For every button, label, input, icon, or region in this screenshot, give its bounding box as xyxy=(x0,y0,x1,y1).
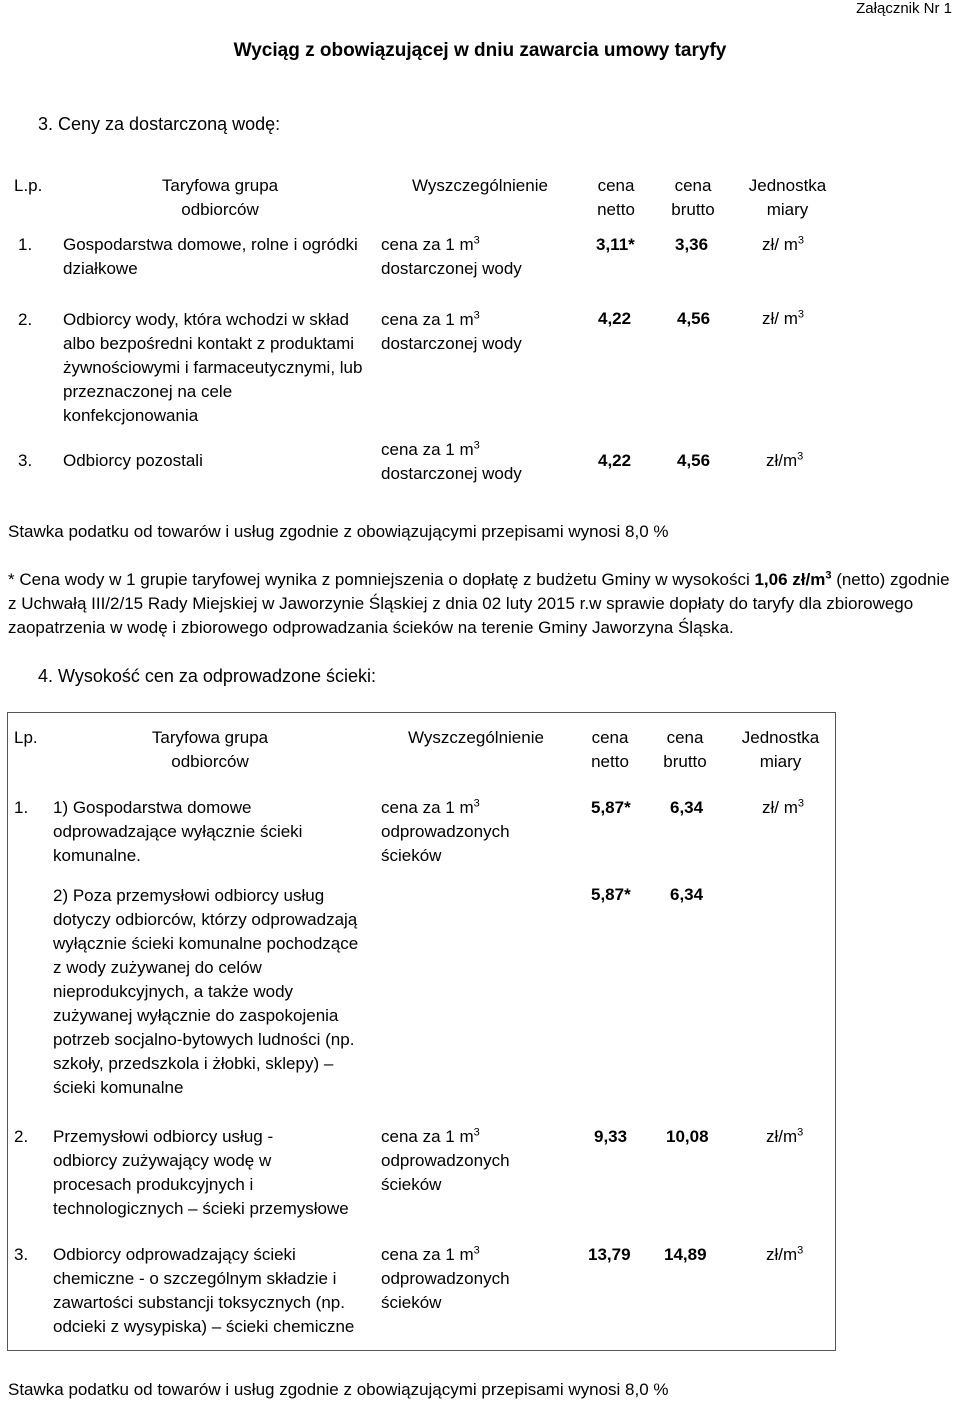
col-brutto-header-line2: brutto xyxy=(663,752,707,771)
price-netto: 3,11* xyxy=(596,235,635,254)
price-netto: 4,22 xyxy=(598,309,632,328)
col-netto-header-line1: cena xyxy=(597,176,635,195)
spec-sup: 3 xyxy=(473,1126,480,1139)
table-row-group xyxy=(53,796,302,868)
group-line: 2) Poza przemysłowi odbiorcy usług xyxy=(53,886,325,905)
spec-text: dostarczonej wody xyxy=(381,334,522,353)
unit xyxy=(762,798,804,818)
group-line: zużywanej wyłącznie do zaspokojenia xyxy=(53,1006,339,1025)
footnote-sup: 3 xyxy=(825,569,832,582)
vat-note: Stawka podatku od towarów i usług zgodnie z obowiązującymi przepisami wynosi 8,0 % xyxy=(8,1380,669,1399)
group-line: komunalne. xyxy=(53,846,141,865)
col-lp-header: L.p. xyxy=(14,176,43,195)
table-row-lp: 2. xyxy=(14,1127,29,1146)
table-row-lp: 3. xyxy=(14,1245,29,1264)
group-line: ścieki komunalne xyxy=(53,1078,184,1097)
spec-text: cena za 1 m xyxy=(381,235,474,254)
group-line: nieprodukcyjnych, a także wody xyxy=(53,982,294,1001)
unit-text: zł/ m xyxy=(762,235,798,254)
footnote-text: (netto) zgodnie z Uchwałą III/2/15 Rady Miejskiej w Jaworzynie Śląskiej z dnia 02 luty 2015 r.w sprawie dopłaty do taryfy dla zbiorowego zaopatrzenia w wodę i zbiorowego odprowadzania ścieków na terenie Gminy Jaworzyna Śląska. xyxy=(8,570,950,637)
unit xyxy=(766,1245,803,1265)
col-unit-header xyxy=(733,726,828,774)
table-row-group xyxy=(53,1125,349,1221)
spec-text: odprowadzonych xyxy=(381,1151,510,1170)
price-brutto: 10,08 xyxy=(666,1127,709,1146)
col-netto-header-line2: netto xyxy=(597,200,635,219)
spec-text: cena za 1 m xyxy=(381,310,474,329)
group-line: wyłącznie ścieki komunalne pochodzące xyxy=(53,934,359,953)
table-row-spec xyxy=(381,796,510,868)
footnote xyxy=(8,568,958,640)
group-line: Gospodarstwa domowe, rolne i ogródki xyxy=(63,235,358,254)
col-brutto-header xyxy=(655,726,715,774)
col-netto-header xyxy=(586,174,646,222)
spec-text: ścieków xyxy=(381,846,442,865)
unit-sup: 3 xyxy=(797,234,805,247)
group-line: szkoły, przedszkola i żłobki, sklepy) – xyxy=(53,1054,334,1073)
price-netto: 5,87* xyxy=(591,798,631,817)
col-unit-header-line1: Jednostka xyxy=(748,176,827,195)
col-brutto-header xyxy=(663,174,723,222)
attachment-label: Załącznik Nr 1 xyxy=(856,0,952,17)
price-brutto: 14,89 xyxy=(664,1245,707,1264)
group-line: z wody zużywanej do celów xyxy=(53,958,262,977)
spec-sup: 3 xyxy=(473,234,480,247)
unit-text: zł/m xyxy=(766,1245,798,1264)
group-line: odbiorcy zużywający wodę w xyxy=(53,1151,272,1170)
price-netto: 13,79 xyxy=(588,1245,631,1264)
spec-text: odprowadzonych xyxy=(381,822,510,841)
price-netto: 4,22 xyxy=(598,451,632,470)
table-row-lp: 3. xyxy=(18,451,33,470)
table-row-group xyxy=(53,884,358,1100)
section-4-heading: 4. Wysokość cen za odprowadzone ścieki: xyxy=(38,666,377,686)
col-group-header-line1: Taryfowa grupa xyxy=(161,176,279,195)
table-row-group xyxy=(63,449,203,473)
price-netto: 9,33 xyxy=(594,1127,628,1146)
price-netto: 5,87* xyxy=(591,885,631,904)
vat-note: Stawka podatku od towarów i usług zgodnie z obowiązującymi przepisami wynosi 8,0 % xyxy=(8,522,669,541)
col-group-header xyxy=(110,726,310,774)
group-line: Odbiorcy wody, która wchodzi w skład xyxy=(63,310,349,329)
spec-text: cena za 1 m xyxy=(381,798,474,817)
col-spec-header: Wyszczególnienie xyxy=(412,176,548,195)
group-line: 1) Gospodarstwa domowe xyxy=(53,798,252,817)
spec-sup: 3 xyxy=(473,309,480,322)
col-unit-header xyxy=(740,174,835,222)
price-brutto: 6,34 xyxy=(670,885,704,904)
table-row-group xyxy=(63,233,358,281)
table-row-spec xyxy=(381,233,522,281)
group-line: odcieki z wysypiska) – ścieki chemiczne xyxy=(53,1317,355,1336)
col-netto-header-line1: cena xyxy=(591,728,629,747)
table-row-group xyxy=(53,1243,354,1339)
table-right-border xyxy=(835,712,836,1351)
unit xyxy=(762,235,804,255)
col-brutto-header-line1: cena xyxy=(674,176,712,195)
price-brutto: 4,56 xyxy=(677,309,711,328)
table-row-spec xyxy=(381,1125,510,1197)
table-row-lp: 1. xyxy=(14,798,29,817)
col-group-header-line2: odbiorców xyxy=(181,200,259,219)
group-line: Przemysłowi odbiorcy usług - xyxy=(53,1127,274,1146)
spec-sup: 3 xyxy=(473,439,480,452)
col-netto-header-line2: netto xyxy=(591,752,629,771)
spec-text: ścieków xyxy=(381,1293,442,1312)
table-row-spec xyxy=(381,438,522,486)
footnote-text: * Cena wody w 1 grupie taryfowej wynika z pomniejszenia o dopłatę z budżetu Gminy w wysokości xyxy=(8,570,755,589)
unit-sup: 3 xyxy=(797,1244,804,1257)
document-title: Wyciąg z obowiązującej w dniu zawarcia umowy taryfy xyxy=(233,40,727,61)
group-line: konfekcjonowania xyxy=(63,406,199,425)
table-row-spec xyxy=(381,308,522,356)
unit-text: zł/m xyxy=(766,1127,798,1146)
col-brutto-header-line1: cena xyxy=(666,728,704,747)
group-line: procesach produkcyjnych i xyxy=(53,1175,254,1194)
group-line: Odbiorcy pozostali xyxy=(63,451,203,470)
group-line: dotyczy odbiorców, którzy odprowadzają xyxy=(53,910,358,929)
group-line: zawartości substancji toksycznych (np. xyxy=(53,1293,345,1312)
col-group-header-line2: odbiorców xyxy=(171,752,249,771)
spec-text: cena za 1 m xyxy=(381,440,474,459)
spec-text: cena za 1 m xyxy=(381,1127,474,1146)
spec-sup: 3 xyxy=(473,797,480,810)
group-line: albo bezpośredni kontakt z produktami xyxy=(63,334,355,353)
spec-text: ścieków xyxy=(381,1175,442,1194)
col-spec-header: Wyszczególnienie xyxy=(408,728,544,747)
footnote-bold: 1,06 zł/m xyxy=(754,570,826,589)
group-line: Odbiorcy odprowadzający ścieki xyxy=(53,1245,296,1264)
spec-text: dostarczonej wody xyxy=(381,464,522,483)
col-brutto-header-line2: brutto xyxy=(671,200,715,219)
section-3-heading: 3. Ceny za dostarczoną wodę: xyxy=(38,114,281,134)
table-row-lp: 1. xyxy=(18,235,33,254)
unit-sup: 3 xyxy=(797,1126,804,1139)
group-line: potrzeb socjalno-bytowych ludności (np. xyxy=(53,1030,355,1049)
unit-text: zł/m xyxy=(766,451,798,470)
col-netto-header xyxy=(580,726,640,774)
col-unit-header-line2: miary xyxy=(766,200,809,219)
group-line: działkowe xyxy=(63,259,138,278)
unit-text: zł/ m xyxy=(762,798,798,817)
group-line: odprowadzające wyłącznie ścieki xyxy=(53,822,303,841)
group-line: chemiczne - o szczególnym składzie i xyxy=(53,1269,337,1288)
table-top-border xyxy=(7,712,836,713)
table-row-lp: 2. xyxy=(18,310,33,329)
col-lp-header: Lp. xyxy=(14,728,38,747)
col-unit-header-line2: miary xyxy=(759,752,802,771)
spec-text: dostarczonej wody xyxy=(381,259,522,278)
unit-sup: 3 xyxy=(797,308,805,321)
table-left-border xyxy=(7,712,8,1351)
col-unit-header-line1: Jednostka xyxy=(741,728,820,747)
unit-sup: 3 xyxy=(797,450,804,463)
price-brutto: 3,36 xyxy=(675,235,709,254)
table-bottom-border xyxy=(7,1350,836,1351)
price-brutto: 4,56 xyxy=(677,451,711,470)
unit xyxy=(762,309,804,329)
table-row-group xyxy=(63,308,362,428)
unit xyxy=(766,1127,803,1147)
unit xyxy=(766,451,803,471)
spec-sup: 3 xyxy=(473,1244,480,1257)
group-line: przeznaczonej na cele xyxy=(63,382,233,401)
table-row-spec xyxy=(381,1243,510,1315)
col-group-header-line1: Taryfowa grupa xyxy=(151,728,269,747)
unit-sup: 3 xyxy=(797,797,805,810)
unit-text: zł/ m xyxy=(762,309,798,328)
price-brutto: 6,34 xyxy=(670,798,704,817)
group-line: żywnościowymi i farmaceutycznymi, lub xyxy=(63,358,363,377)
spec-text: odprowadzonych xyxy=(381,1269,510,1288)
col-group-header xyxy=(120,174,320,222)
spec-text: cena za 1 m xyxy=(381,1245,474,1264)
group-line: technologicznych – ścieki przemysłowe xyxy=(53,1199,349,1218)
